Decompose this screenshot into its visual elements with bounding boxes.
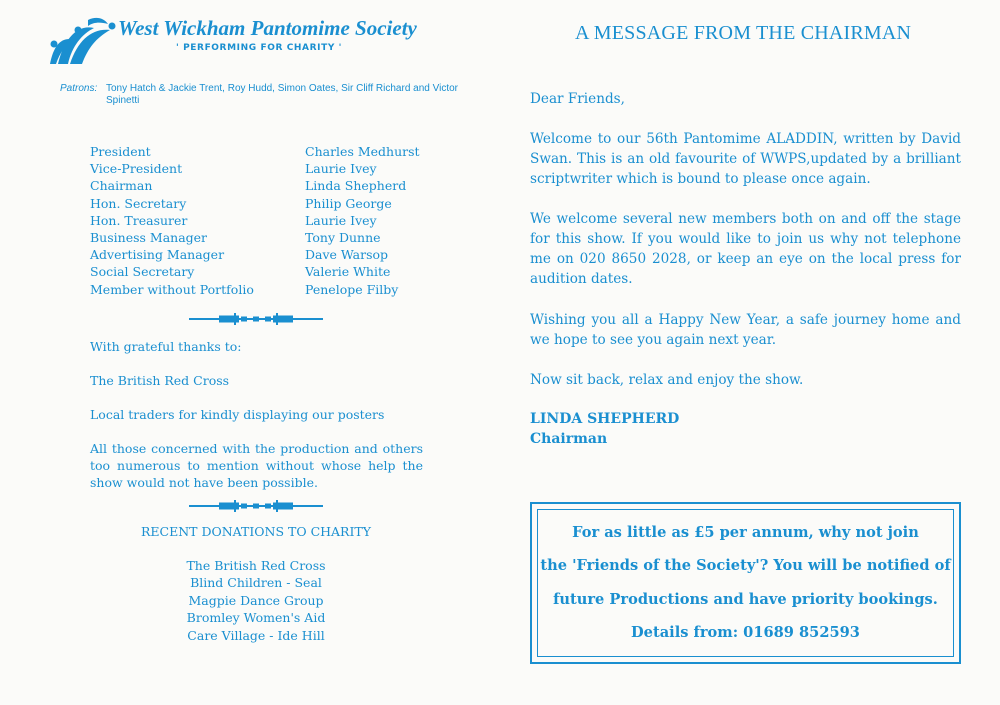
officer-role: Hon. Secretary (90, 195, 187, 211)
donation-item: Magpie Dance Group (188, 592, 324, 608)
officer-role: Chairman (90, 178, 153, 194)
officer-row (90, 178, 430, 195)
society-tagline: ' PERFORMING FOR CHARITY ' (176, 43, 343, 53)
officer-role: President (90, 144, 151, 159)
thanks-item: All those concerned with the production and others too numerous to mention without whose help the show would not have been possible. (90, 441, 423, 490)
officer-name: Philip George (305, 195, 392, 211)
officer-name: Dave Warsop (305, 247, 389, 263)
donation-item: Care Village - Ide Hill (187, 627, 325, 643)
officer-role: Member without Portfolio (90, 281, 254, 297)
donation-item: The British Red Cross (186, 558, 326, 573)
officer-name: Laurie Ivey (305, 161, 377, 177)
donation-item: Blind Children - Seal (190, 575, 322, 591)
officer-row (90, 213, 430, 230)
officers-list (90, 144, 430, 299)
officer-role: Business Manager (90, 229, 208, 245)
officer-row (90, 196, 430, 213)
patrons-label: Patrons: (60, 83, 98, 94)
officer-role: Hon. Treasurer (90, 212, 188, 228)
donations-heading: RECENT DONATIONS TO CHARITY (140, 524, 371, 539)
officer-role: Advertising Manager (90, 247, 225, 263)
jester-hat-logo (48, 14, 118, 66)
officer-name: Laurie Ivey (305, 212, 377, 228)
officer-name: Penelope Filby (305, 281, 399, 297)
message-paragraph: Welcome to our 56th Pantomime ALADDIN, written by David Swan. This is an old favourite of WWPS,updated by a brilliant scriptwriter which is bound to please once again. (530, 131, 961, 187)
signature-title: Chairman (530, 431, 608, 447)
friends-of-society-box (530, 502, 961, 664)
box-contact-line: Details from: 01689 852593 (631, 624, 860, 641)
ornamental-divider-icon (189, 500, 323, 512)
message-paragraph: Wishing you all a Happy New Year, a safe journey home and we hope to see you again next year. (530, 312, 961, 348)
thanks-item: The British Red Cross (90, 373, 230, 388)
officer-row (90, 161, 430, 178)
message-paragraph: We welcome several new members both on and off the stage for this show. If you would like to join us why not telephone me on 020 8650 2028, or keep an eye on the local press for audition dates. (530, 211, 961, 287)
box-inner-border (537, 509, 954, 657)
donations-list (120, 558, 392, 645)
patrons-list: Tony Hatch & Jackie Trent, Roy Hudd, Simon Oates, Sir Cliff Richard and Victor Spinetti (106, 83, 459, 106)
officer-row (90, 264, 430, 281)
box-line: For as little as £5 per annum, why not join (572, 524, 919, 541)
officer-row (90, 144, 430, 161)
message-salutation: Dear Friends, (530, 91, 625, 107)
message-paragraph: Now sit back, relax and enjoy the show. (530, 372, 804, 388)
officer-name: Tony Dunne (305, 229, 381, 245)
officer-name: Linda Shepherd (305, 178, 407, 194)
thanks-heading: With grateful thanks to: (90, 339, 242, 354)
officer-role: Social Secretary (90, 264, 195, 280)
officer-row (90, 282, 430, 299)
officer-name: Valerie White (305, 264, 391, 280)
box-line: future Productions and have priority bookings. (553, 591, 938, 608)
message-title: A MESSAGE FROM THE CHAIRMAN (575, 22, 912, 44)
thanks-item: Local traders for kindly displaying our posters (90, 407, 385, 422)
ornamental-divider-icon (189, 313, 323, 325)
officer-role: Vice-President (90, 161, 183, 177)
donation-item: Bromley Women's Aid (186, 610, 326, 626)
box-line: the 'Friends of the Society'? You will be notified of (540, 557, 951, 574)
officer-row (90, 230, 430, 247)
society-name: West Wickham Pantomime Society (118, 16, 417, 40)
officer-row (90, 247, 430, 264)
signature-name: LINDA SHEPHERD (530, 411, 680, 427)
officer-name: Charles Medhurst (305, 144, 420, 159)
